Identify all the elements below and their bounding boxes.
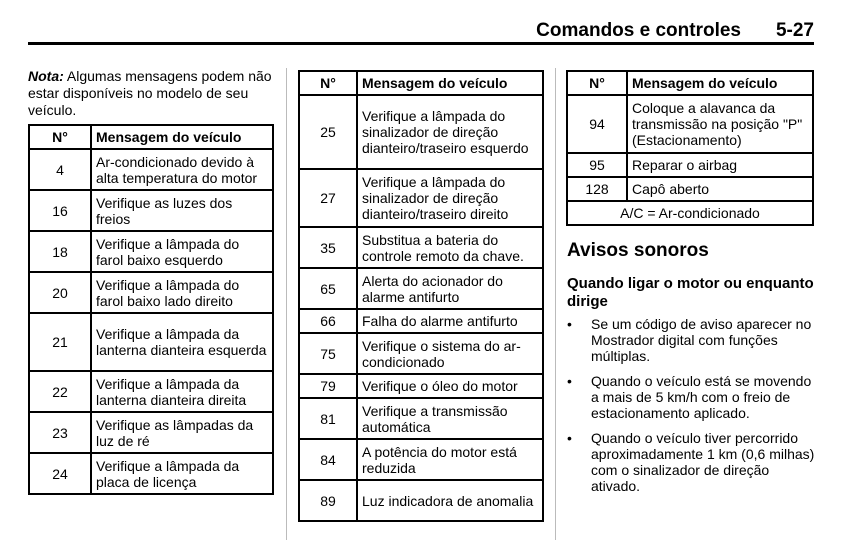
- message-number: 21: [29, 313, 91, 371]
- message-table-2: [298, 70, 544, 522]
- table-row: [299, 309, 543, 333]
- message-number: 20: [29, 272, 91, 313]
- message-number: 27: [299, 169, 357, 227]
- table-row: [29, 412, 273, 453]
- message-number: 81: [299, 398, 357, 439]
- message-number: 65: [299, 268, 357, 309]
- message-number: 35: [299, 227, 357, 268]
- bullet-icon: •: [567, 373, 572, 389]
- message-table-1: [28, 124, 274, 495]
- bullet-list: [567, 316, 817, 503]
- table-row: [299, 268, 543, 309]
- bullet-text: Quando o veículo está se movendo a mais de 5 km/h com o freio de estacionamento aplicado.: [591, 373, 812, 421]
- column-header-message: Mensagem do veículo: [91, 125, 273, 149]
- message-text: Falha do alarme antifurto: [357, 309, 543, 333]
- message-table-3: [566, 70, 814, 226]
- section-title: Avisos sonoros: [567, 240, 709, 261]
- message-number: 22: [29, 371, 91, 412]
- message-number: 128: [567, 177, 627, 201]
- message-text: Ar-condicionado devido à alta temperatura do motor: [91, 149, 273, 190]
- note-paragraph: [28, 68, 280, 119]
- message-text: Verifique a lâmpada do farol baixo lado direito: [91, 272, 273, 313]
- table-row: [299, 480, 543, 521]
- bullet-icon: •: [567, 316, 572, 332]
- table-row: [29, 313, 273, 371]
- message-text: Luz indicadora de anomalia: [357, 480, 543, 521]
- column-header-num: N°: [299, 71, 357, 95]
- section-subtitle: Quando ligar o motor ou enquanto dirige: [567, 275, 814, 310]
- message-number: 23: [29, 412, 91, 453]
- table-row: [299, 333, 543, 374]
- message-text: Verifique as luzes dos freios: [91, 190, 273, 231]
- table-row: [299, 95, 543, 169]
- list-item: [567, 316, 817, 364]
- message-text: Alerta do acionador do alarme antifurto: [357, 268, 543, 309]
- bullet-text: Se um código de aviso aparecer no Mostrador digital com funções múltiplas.: [591, 316, 812, 364]
- message-text: Verifique a lâmpada da lanterna dianteira direita: [91, 371, 273, 412]
- message-number: 4: [29, 149, 91, 190]
- bullet-icon: •: [567, 430, 572, 446]
- table-row: [567, 95, 813, 153]
- table-footer-row: [567, 201, 813, 225]
- message-number: 16: [29, 190, 91, 231]
- message-number: 94: [567, 95, 627, 153]
- table-row: [299, 169, 543, 227]
- table-row: [29, 149, 273, 190]
- message-number: 18: [29, 231, 91, 272]
- header-title: Comandos e controles: [536, 20, 741, 41]
- table-row: [299, 374, 543, 398]
- table-row: [29, 272, 273, 313]
- table-row: [29, 231, 273, 272]
- column-header-message: Mensagem do veículo: [357, 71, 543, 95]
- bullet-text: Quando o veículo tiver percorrido aproximadamente 1 km (0,6 milhas) com o sinalizador de direção ativado.: [591, 430, 815, 494]
- message-text: Verifique a transmissão automática: [357, 398, 543, 439]
- message-number: 84: [299, 439, 357, 480]
- column-header-message: Mensagem do veículo: [627, 71, 813, 95]
- message-number: 95: [567, 153, 627, 177]
- message-text: Capô aberto: [627, 177, 813, 201]
- message-text: Verifique a lâmpada da placa de licença: [91, 453, 273, 494]
- message-number: 25: [299, 95, 357, 169]
- table-footnote: A/C = Ar-condicionado: [567, 201, 813, 225]
- table-header-row: [567, 71, 813, 95]
- message-text: Verifique a lâmpada do farol baixo esquerdo: [91, 231, 273, 272]
- table-row: [299, 227, 543, 268]
- table-row: [567, 153, 813, 177]
- message-text: Coloque a alavanca da transmissão na posição "P" (Estacionamento): [627, 95, 813, 153]
- table-row: [299, 398, 543, 439]
- list-item: [567, 430, 817, 494]
- table-row: [299, 439, 543, 480]
- message-text: Verifique a lâmpada do sinalizador de direção dianteiro/traseiro direito: [357, 169, 543, 227]
- message-text: Substitua a bateria do controle remoto da chave.: [357, 227, 543, 268]
- message-text: Verifique a lâmpada do sinalizador de direção dianteiro/traseiro esquerdo: [357, 95, 543, 169]
- message-text: Verifique o óleo do motor: [357, 374, 543, 398]
- table-row: [29, 371, 273, 412]
- note-label: Nota:: [28, 68, 64, 84]
- column-divider: [286, 68, 287, 540]
- table-row: [567, 177, 813, 201]
- message-number: 24: [29, 453, 91, 494]
- message-text: A potência do motor está reduzida: [357, 439, 543, 480]
- message-number: 79: [299, 374, 357, 398]
- message-text: Verifique as lâmpadas da luz de ré: [91, 412, 273, 453]
- page-header: [28, 18, 814, 45]
- list-item: [567, 373, 817, 421]
- table-header-row: [299, 71, 543, 95]
- note-text: Algumas mensagens podem não estar disponíveis no modelo de seu veículo.: [28, 68, 272, 118]
- column-divider: [555, 68, 556, 540]
- message-text: Verifique a lâmpada da lanterna dianteira esquerda: [91, 313, 273, 371]
- message-text: Verifique o sistema do ar-condicionado: [357, 333, 543, 374]
- table-header-row: [29, 125, 273, 149]
- column-header-num: N°: [567, 71, 627, 95]
- table-row: [29, 190, 273, 231]
- message-number: 75: [299, 333, 357, 374]
- page-number: 5-27: [775, 20, 814, 41]
- message-number: 66: [299, 309, 357, 333]
- table-row: [29, 453, 273, 494]
- message-number: 89: [299, 480, 357, 521]
- column-header-num: N°: [29, 125, 91, 149]
- message-text: Reparar o airbag: [627, 153, 813, 177]
